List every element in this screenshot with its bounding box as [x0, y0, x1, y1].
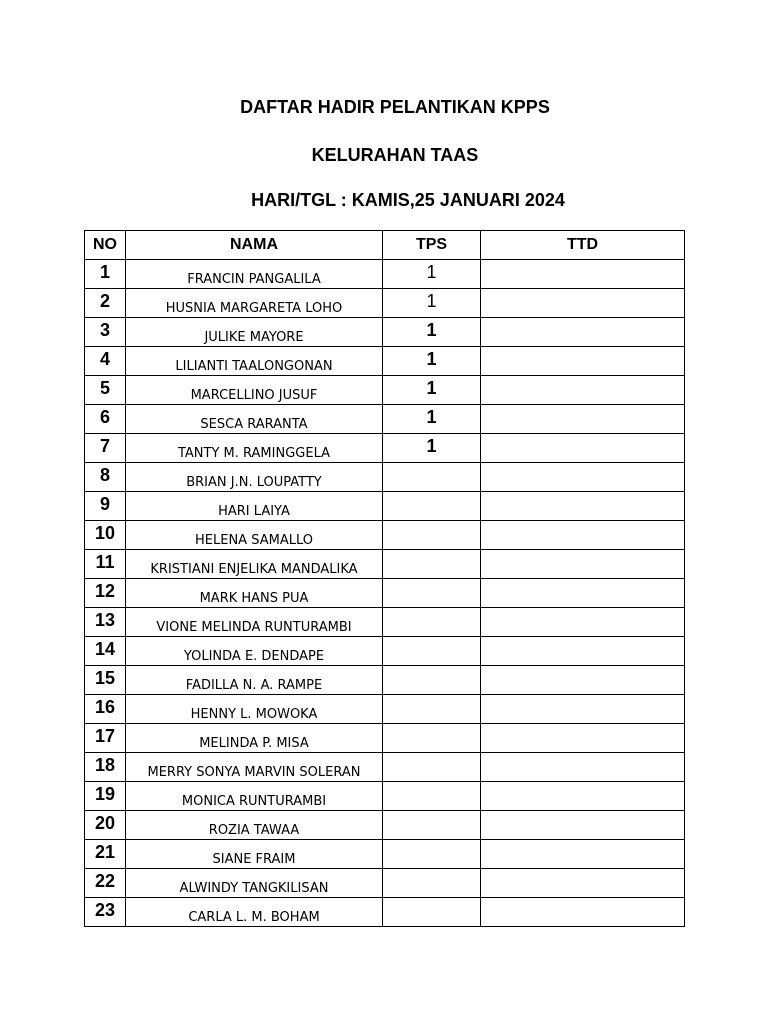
row-tps: 1: [383, 434, 481, 463]
table-row: [85, 608, 685, 637]
row-number: 13: [85, 608, 126, 637]
row-signature-cell: [481, 376, 685, 405]
row-signature-cell: [481, 753, 685, 782]
row-tps: [383, 898, 481, 927]
row-tps: [383, 724, 481, 753]
table-row: [85, 492, 685, 521]
row-signature-cell: [481, 405, 685, 434]
row-number: 22: [85, 869, 126, 898]
table-row: [85, 463, 685, 492]
row-tps: [383, 463, 481, 492]
row-tps: [383, 637, 481, 666]
row-tps: 1: [383, 376, 481, 405]
row-signature-cell: [481, 289, 685, 318]
row-tps: [383, 666, 481, 695]
row-name: MELINDA P. MISA: [126, 724, 383, 753]
table-row: [85, 869, 685, 898]
attendance-table: [84, 230, 685, 927]
row-name: MARK HANS PUA: [126, 579, 383, 608]
row-number: 5: [85, 376, 126, 405]
row-name: MARCELLINO JUSUF: [126, 376, 383, 405]
row-name: HARI LAIYA: [126, 492, 383, 521]
row-name: FRANCIN PANGALILA: [126, 260, 383, 289]
row-number: 23: [85, 898, 126, 927]
table-row: [85, 260, 685, 289]
row-number: 1: [85, 260, 126, 289]
table-row: [85, 695, 685, 724]
row-tps: [383, 811, 481, 840]
column-header-nama: NAMA: [126, 231, 383, 260]
row-number: 6: [85, 405, 126, 434]
row-number: 3: [85, 318, 126, 347]
row-tps: [383, 608, 481, 637]
row-name: SESCA RARANTA: [126, 405, 383, 434]
table-row: [85, 666, 685, 695]
document-title: DAFTAR HADIR PELANTIKAN KPPS: [240, 97, 550, 117]
row-name: CARLA L. M. BOHAM: [126, 898, 383, 927]
row-tps: 1: [383, 289, 481, 318]
table-row: [85, 637, 685, 666]
row-number: 2: [85, 289, 126, 318]
row-name: ALWINDY TANGKILISAN: [126, 869, 383, 898]
row-number: 16: [85, 695, 126, 724]
table-row: [85, 753, 685, 782]
row-signature-cell: [481, 782, 685, 811]
row-tps: [383, 869, 481, 898]
row-number: 21: [85, 840, 126, 869]
row-name: FADILLA N. A. RAMPE: [126, 666, 383, 695]
row-number: 7: [85, 434, 126, 463]
row-signature-cell: [481, 463, 685, 492]
row-name: YOLINDA E. DENDAPE: [126, 637, 383, 666]
table-row: [85, 376, 685, 405]
row-number: 10: [85, 521, 126, 550]
attendance-table-body: [85, 260, 685, 927]
row-number: 11: [85, 550, 126, 579]
column-header-no: NO: [85, 231, 126, 260]
row-signature-cell: [481, 550, 685, 579]
row-signature-cell: [481, 521, 685, 550]
row-signature-cell: [481, 579, 685, 608]
row-signature-cell: [481, 666, 685, 695]
row-signature-cell: [481, 260, 685, 289]
row-name: HUSNIA MARGARETA LOHO: [126, 289, 383, 318]
row-name: BRIAN J.N. LOUPATTY: [126, 463, 383, 492]
row-tps: [383, 840, 481, 869]
row-tps: [383, 521, 481, 550]
column-header-ttd: TTD: [481, 231, 685, 260]
table-row: [85, 318, 685, 347]
table-row: [85, 724, 685, 753]
row-number: 19: [85, 782, 126, 811]
row-name: JULIKE MAYORE: [126, 318, 383, 347]
table-row: [85, 840, 685, 869]
row-signature-cell: [481, 318, 685, 347]
row-name: TANTY M. RAMINGGELA: [126, 434, 383, 463]
row-number: 17: [85, 724, 126, 753]
row-tps: 1: [383, 405, 481, 434]
row-name: VIONE MELINDA RUNTURAMBI: [126, 608, 383, 637]
table-row: [85, 550, 685, 579]
document-date-line: HARI/TGL : KAMIS,25 JANUARI 2024: [251, 190, 565, 210]
row-number: 20: [85, 811, 126, 840]
table-row: [85, 289, 685, 318]
table-row: [85, 434, 685, 463]
row-number: 8: [85, 463, 126, 492]
row-number: 9: [85, 492, 126, 521]
row-signature-cell: [481, 434, 685, 463]
row-name: SIANE FRAIM: [126, 840, 383, 869]
row-tps: [383, 695, 481, 724]
document-subtitle: KELURAHAN TAAS: [311, 145, 479, 165]
row-name: HENNY L. MOWOKA: [126, 695, 383, 724]
row-signature-cell: [481, 869, 685, 898]
table-row: [85, 347, 685, 376]
row-tps: [383, 492, 481, 521]
row-signature-cell: [481, 724, 685, 753]
row-signature-cell: [481, 608, 685, 637]
row-number: 4: [85, 347, 126, 376]
column-header-tps: TPS: [383, 231, 481, 260]
table-header-row: [85, 231, 685, 260]
row-tps: [383, 753, 481, 782]
row-name: KRISTIANI ENJELIKA MANDALIKA: [126, 550, 383, 579]
row-tps: 1: [383, 318, 481, 347]
row-signature-cell: [481, 840, 685, 869]
table-row: [85, 579, 685, 608]
row-name: ROZIA TAWAA: [126, 811, 383, 840]
table-row: [85, 811, 685, 840]
row-tps: 1: [383, 260, 481, 289]
table-row: [85, 782, 685, 811]
table-row: [85, 521, 685, 550]
row-signature-cell: [481, 492, 685, 521]
row-number: 18: [85, 753, 126, 782]
table-row: [85, 898, 685, 927]
table-row: [85, 405, 685, 434]
row-number: 14: [85, 637, 126, 666]
row-number: 12: [85, 579, 126, 608]
row-signature-cell: [481, 811, 685, 840]
row-tps: 1: [383, 347, 481, 376]
row-tps: [383, 550, 481, 579]
row-signature-cell: [481, 637, 685, 666]
row-name: HELENA SAMALLO: [126, 521, 383, 550]
row-tps: [383, 579, 481, 608]
row-name: LILIANTI TAALONGONAN: [126, 347, 383, 376]
row-name: MONICA RUNTURAMBI: [126, 782, 383, 811]
row-tps: [383, 782, 481, 811]
row-number: 15: [85, 666, 126, 695]
row-signature-cell: [481, 347, 685, 376]
row-name: MERRY SONYA MARVIN SOLERAN: [126, 753, 383, 782]
row-signature-cell: [481, 898, 685, 927]
row-signature-cell: [481, 695, 685, 724]
